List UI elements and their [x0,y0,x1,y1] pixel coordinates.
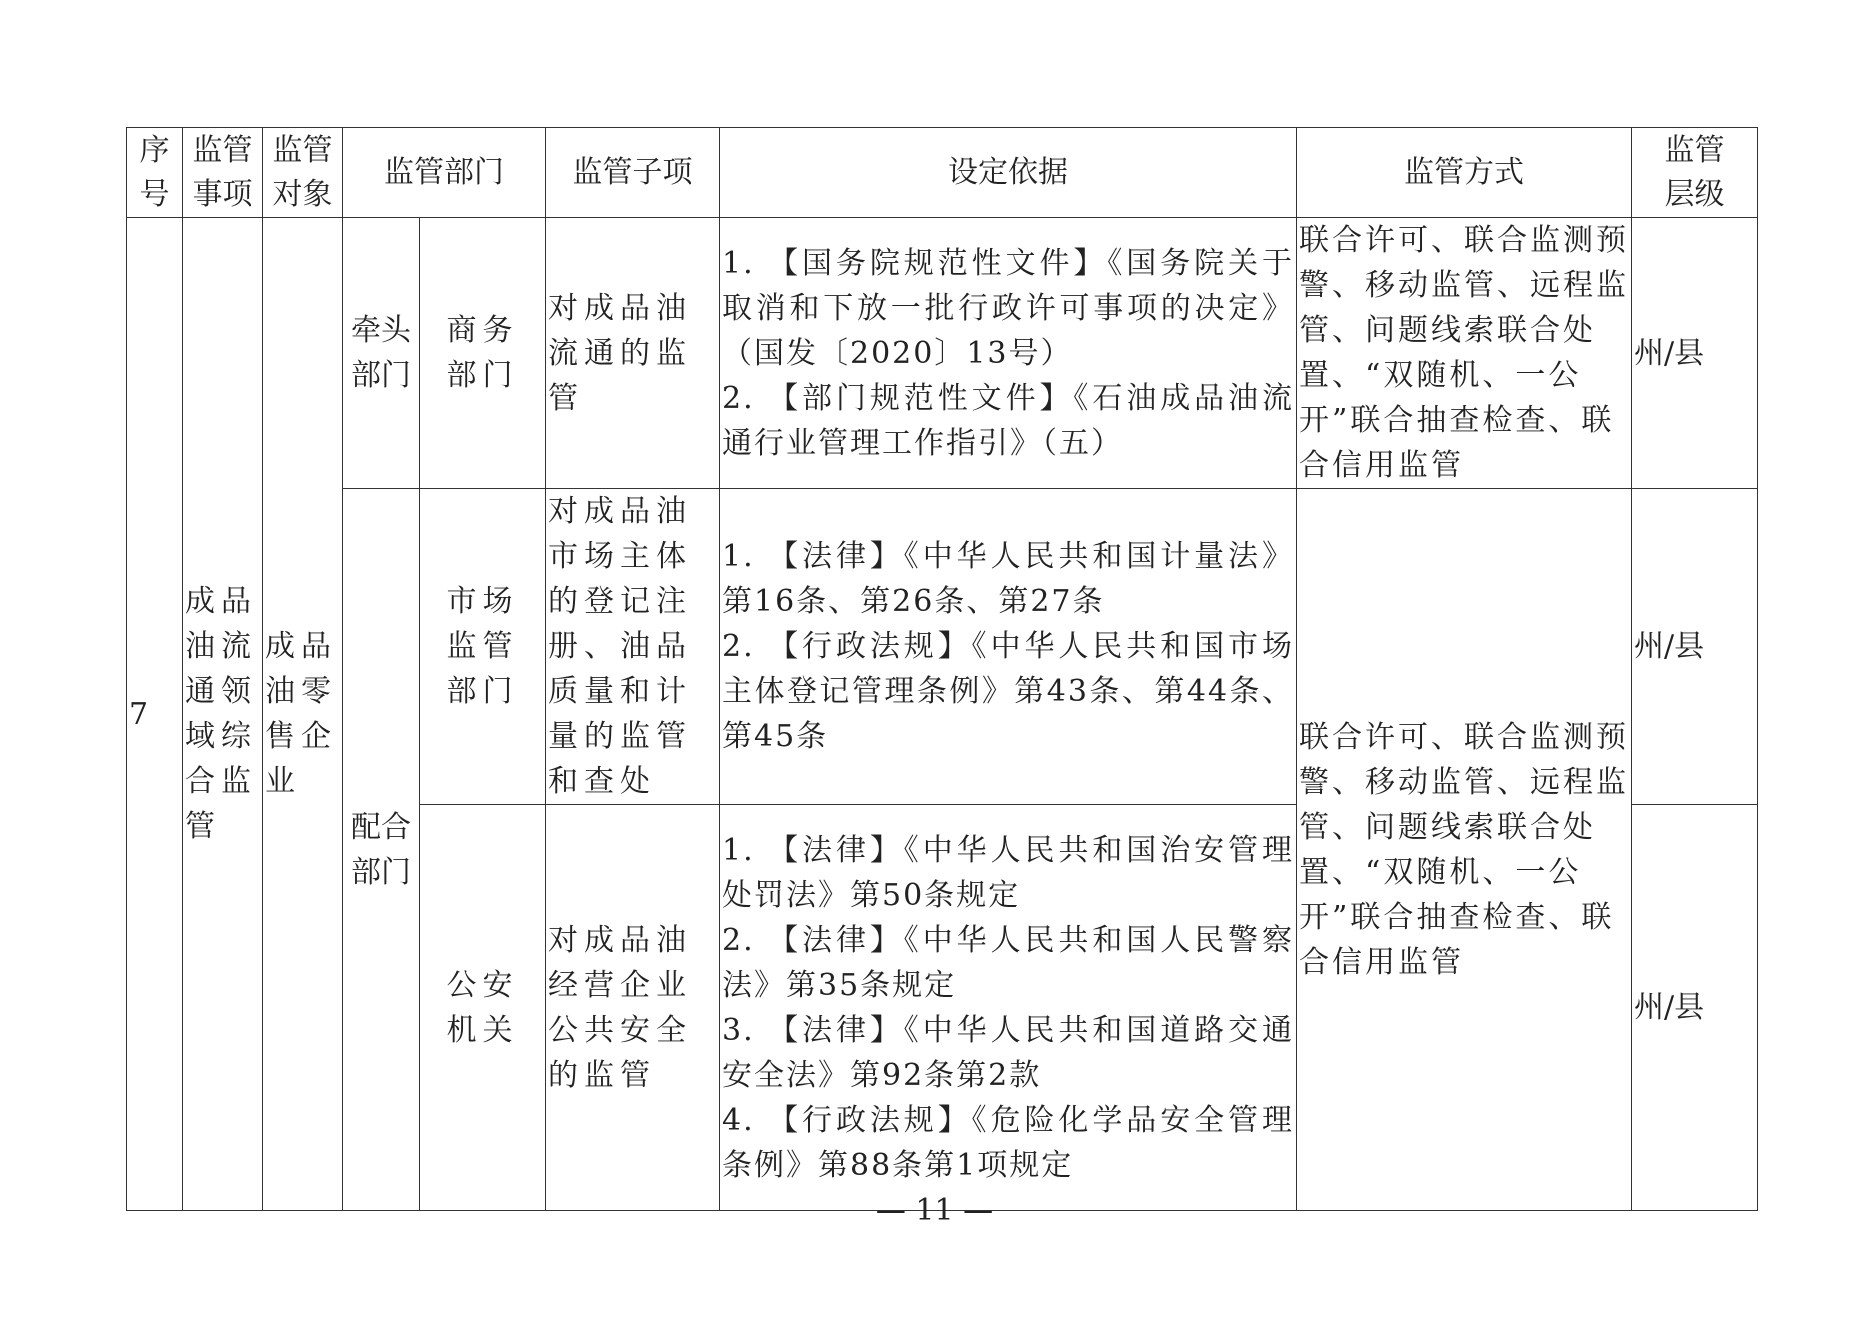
row-object: 成品油零售企业 [263,218,343,1211]
method-market-police: 联合许可、联合监测预警、移动监管、远程监管、问题线索联合处置、“双随机、一公开”联合抽查检查、联合信用监管 [1297,489,1632,1211]
supervision-table [126,127,1758,1211]
header-seq: 序 号 [127,128,183,218]
basis-commerce: 1. 【国务院规范性文件】《国务院关于取消和下放一批行政许可事项的决定》（国发〔2020〕13号） 2. 【部门规范性文件】《石油成品油流通行业管理工作指引》（五） [720,218,1297,489]
level-commerce: 州/县 [1632,218,1758,489]
header-method: 监管方式 [1297,128,1632,218]
row-seq: 7 [127,218,183,1211]
header-subitem: 监管子项 [546,128,720,218]
subitem-police: 对成品油经营企业公共安全的监管 [546,805,720,1211]
basis-police: 1. 【法律】《中华人民共和国治安管理处罚法》第50条规定 2. 【法律】《中华人民共和国人民警察法》第35条规定 3. 【法律】《中华人民共和国道路交通安全法》第92条第2款 4. 【行政法规】《危险化学品安全管理条例》第88条第1项规定 [720,805,1297,1211]
header-object: 监管 对象 [263,128,343,218]
dept-market: 市场监管部门 [420,489,546,805]
row-item: 成品油流通领域综合监管 [183,218,263,1211]
subitem-commerce: 对成品油流通的监管 [546,218,720,489]
page-number: — 11 — [875,1193,994,1228]
header-dept: 监管部门 [343,128,546,218]
level-market: 州/县 [1632,489,1758,805]
header-level: 监管 层级 [1632,128,1758,218]
dept-commerce: 商务部门 [420,218,546,489]
role-support: 配合部门 [343,489,420,1211]
header-row [127,128,1758,218]
table-row [127,489,1758,805]
subitem-market: 对成品油市场主体的登记注册、油品质量和计量的监管和查处 [546,489,720,805]
header-basis: 设定依据 [720,128,1297,218]
header-item: 监管 事项 [183,128,263,218]
dept-police: 公安机关 [420,805,546,1211]
method-commerce: 联合许可、联合监测预警、移动监管、远程监管、问题线索联合处置、“双随机、一公开”联合抽查检查、联合信用监管 [1297,218,1632,489]
level-police: 州/县 [1632,805,1758,1211]
table-row [127,218,1758,489]
role-lead: 牵头部门 [343,218,420,489]
basis-market: 1. 【法律】《中华人民共和国计量法》第16条、第26条、第27条 2. 【行政法规】《中华人民共和国市场主体登记管理条例》第43条、第44条、第45条 [720,489,1297,805]
